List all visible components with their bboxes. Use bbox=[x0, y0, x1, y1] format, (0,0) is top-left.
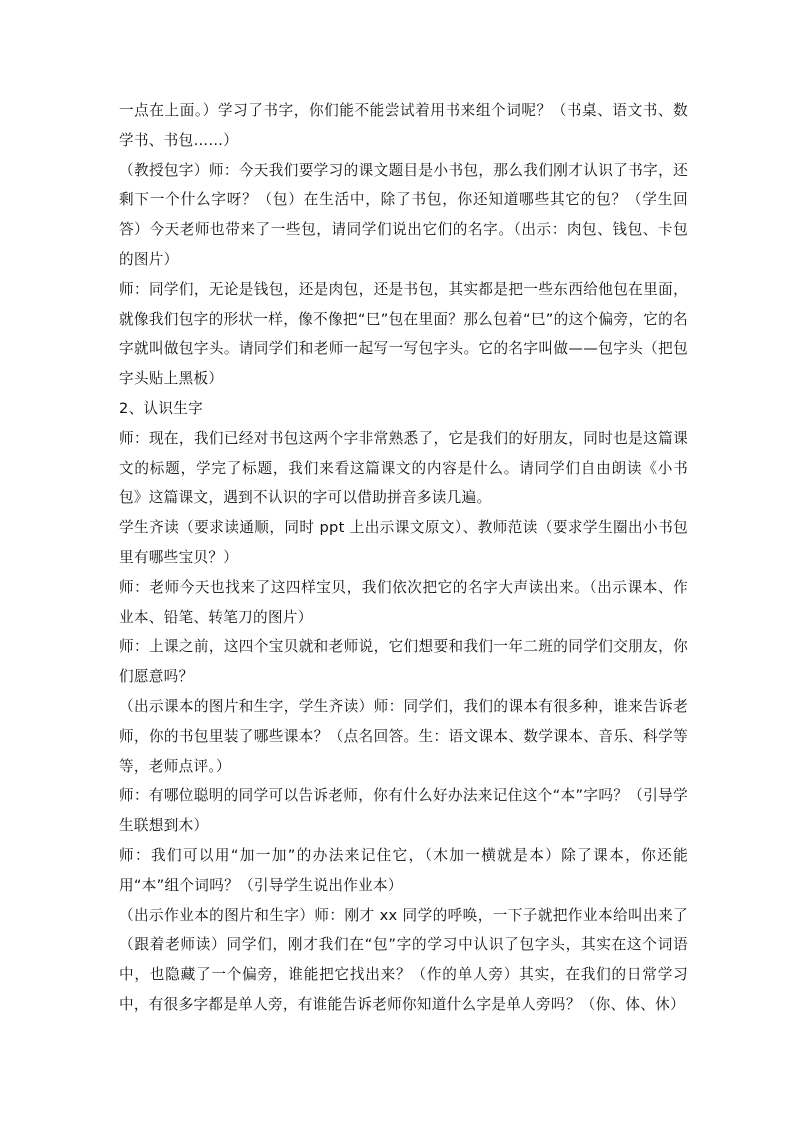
paragraph-8: 师：上课之前，这四个宝贝就和老师说，它们想要和我们一年二班的同学们交朋友，你们愿意吗？ bbox=[119, 638, 688, 686]
paragraph-3: 师：同学们，无论是钱包，还是肉包，还是书包，其实都是把一些东西给他包在里面，就像我们包字的形状一样，像不像把“巳”包在里面？那么包着“巳”的这个偏旁，它的名字就叫做包字头。请同学们和老师一起写一写包字头。它的名字叫做——包字头（把包字头贴上黑板） bbox=[119, 280, 688, 388]
paragraph-7: 师：老师今天也找来了这四样宝贝，我们依次把它的名字大声读出来。（出示课本、作业本、铅笔、转笔刀的图片） bbox=[119, 578, 688, 626]
paragraph-1: 一点在上面。）学习了书字，你们能不能尝试着用书来组个词呢？（书桌、语文书、数学书、书包……） bbox=[119, 102, 688, 149]
section-heading: 2、认识生字 bbox=[119, 399, 204, 417]
paragraph-10: 师：有哪位聪明的同学可以告诉老师，你有什么好办法来记住这个“本”字吗？（引导学生联想到木） bbox=[119, 787, 688, 835]
paragraph-11: 师：我们可以用“加一加”的办法来记住它，（木加一横就是本）除了课本，你还能用“本”组个词吗？（引导学生说出作业本） bbox=[119, 846, 688, 894]
paragraph-6: 学生齐读（要求读通顺，同时 ppt 上出示课文原文）、教师范读（要求学生圈出小书包里有哪些宝贝？） bbox=[119, 519, 688, 566]
paragraph-5: 师：现在，我们已经对书包这两个字非常熟悉了，它是我们的好朋友，同时也是这篇课文的标题，学完了标题，我们来看这篇课文的内容是什么。请同学们自由朗读《小书包》这篇课文，遇到不认识的字可以借助拼音多读几遍。 bbox=[119, 429, 688, 507]
paragraph-12: （出示作业本的图片和生字）师：刚才 xx 同学的呼唤，一下子就把作业本给叫出来了（跟着老师读）同学们，刚才我们在“包”字的学习中认识了包字头，其实在这个词语中，也隐藏了一个偏旁，谁能把它找出来？（作的单人旁）其实，在我们的日常学习中，有很多字都是单人旁，有谁能告诉老师你知道什么字是单人旁吗？（你、体、休） bbox=[119, 906, 688, 1013]
document-page bbox=[119, 96, 688, 1020]
paragraph-2: （教授包字）师：今天我们要学习的课文题目是小书包，那么我们刚才认识了书字，还剩下一个什么字呀？（包）在生活中，除了书包，你还知道哪些其它的包？（学生回答）今天老师也带来了一些包，请同学们说出它们的名字。（出示：肉包、钱包、卡包的图片） bbox=[119, 161, 688, 268]
paragraph-9: （出示课本的图片和生字，学生齐读）师：同学们，我们的课本有很多种，谁来告诉老师，你的书包里装了哪些课本？（点名回答。生：语文课本、数学课本、音乐、科学等等，老师点评。） bbox=[119, 697, 688, 775]
